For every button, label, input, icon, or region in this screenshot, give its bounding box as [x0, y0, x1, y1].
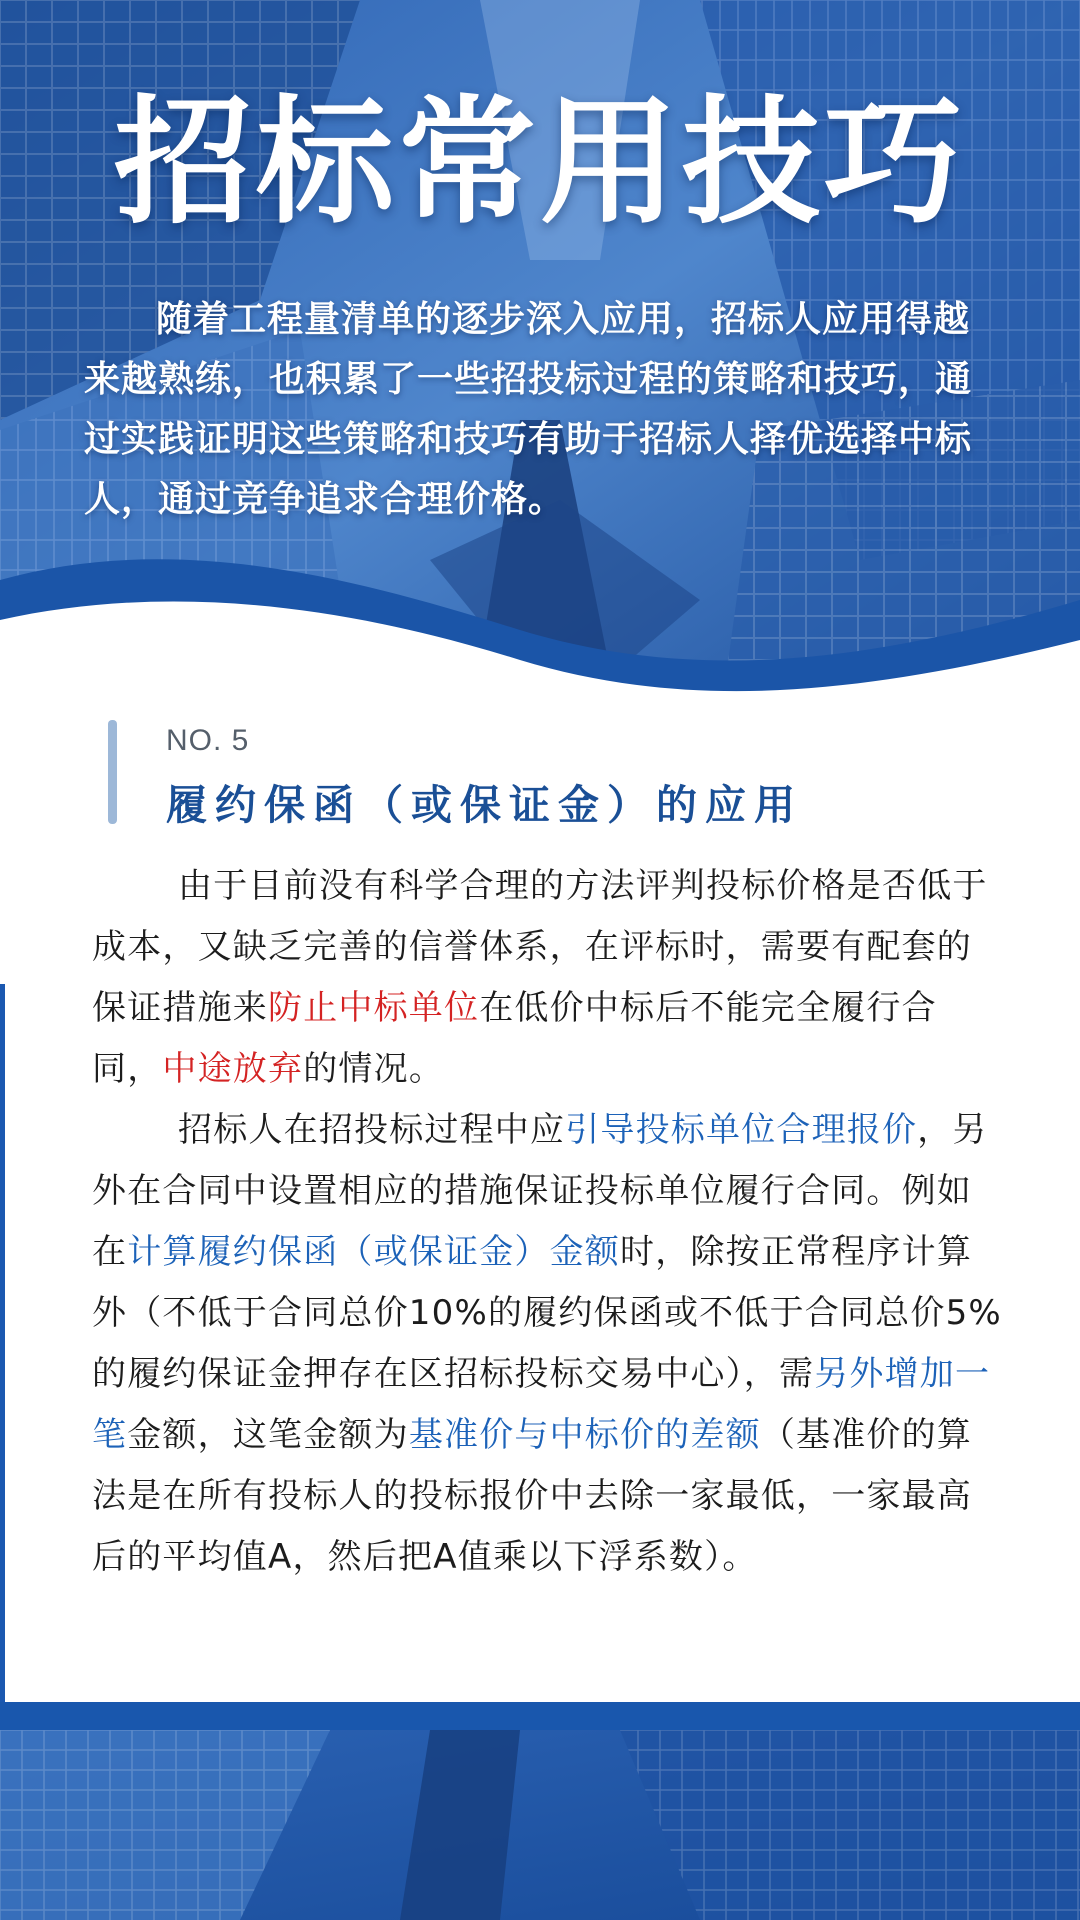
highlight-blue-text: 引导投标单位合理报价: [565, 1110, 918, 1150]
highlight-blue-text: 另外增加一笔: [92, 1354, 991, 1455]
section-number: NO. 5: [166, 724, 250, 757]
paragraph-1: 由于目前没有科学合理的方法评判投标价格是否低于成本，又缺乏完善的信誉体系，在评标时，需要有配套的保证措施来防止中标单位在低价中标后不能完全履行合同，中途放弃的情况。: [92, 866, 988, 1089]
highlight-blue-text: 基准价与中标价的差额: [408, 1415, 761, 1455]
wave-divider: [0, 540, 1080, 740]
intro-paragraph: 随着工程量清单的逐步深入应用，招标人应用得越来越熟练，也积累了一些招投标过程的策略和技巧，通过实践证明这些策略和技巧有助于招标人择优选择中标人，通过竞争追求合理价格。: [84, 299, 973, 520]
footer-skyscraper-image: [0, 1730, 1080, 1920]
section-title: 履约保函（或保证金）的应用: [166, 781, 803, 829]
highlight-blue-text: 计算履约保函（或保证金）金额: [127, 1232, 621, 1272]
paragraph-2: 招标人在招投标过程中应引导投标单位合理报价，另外在合同中设置相应的措施保证投标单位履行合同。例如在计算履约保函（或保证金）金额时，除按正常程序计算外（不低于合同总价10%的履约保函或不低于合同总价5%的履约保证金押存在区招标投标交易中心），需另外增加一笔金额，这笔金额为基准价与中标价的差额（基准价的算法是在所有投标人的投标报价中去除一家最低，一家最高后的平均值A，然后把A值乘以下浮系数）。: [92, 1110, 1002, 1577]
highlight-red-text: 防止中标单位: [268, 988, 480, 1028]
article-body: [92, 856, 1002, 1588]
footer-bar: [0, 1702, 1080, 1730]
page-title: 招标常用技巧: [113, 82, 966, 243]
section-header: [108, 718, 1008, 829]
section-accent-bar: [108, 720, 117, 824]
left-accent-strip: [0, 984, 5, 1702]
footer-banner: [0, 1702, 1080, 1920]
highlight-red-text: 中途放弃: [162, 1049, 304, 1089]
